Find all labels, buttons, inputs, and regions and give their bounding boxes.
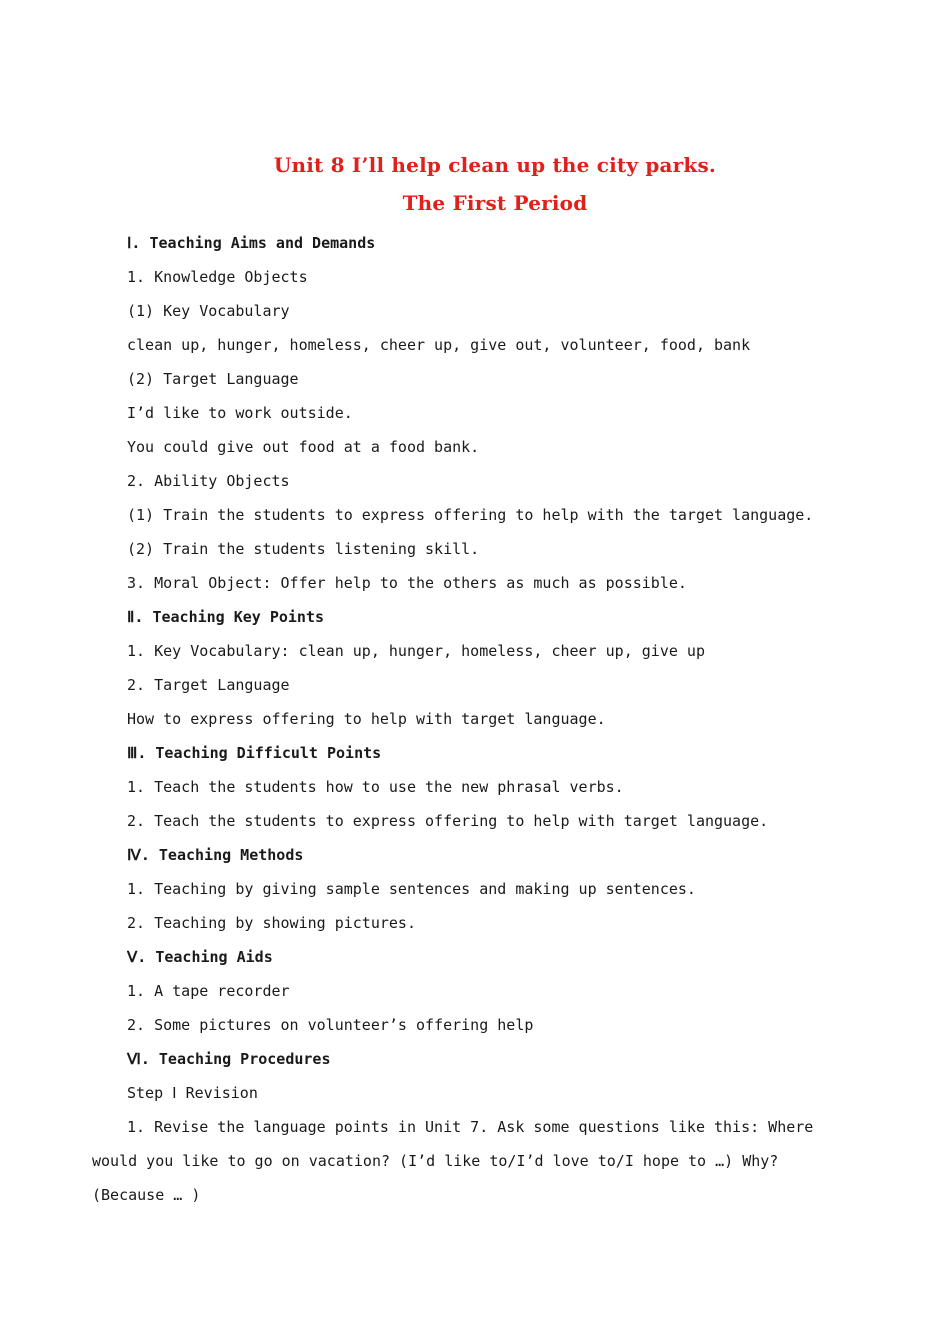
text-line: How to express offering to help with target language. [127,710,606,728]
text-line: 2. Target Language [127,676,290,694]
document-subtitle: The First Period [402,191,588,215]
section-heading-methods: Ⅳ. Teaching Methods [127,846,304,864]
text-line: 1. Knowledge Objects [127,268,308,286]
section-heading-procedures: Ⅵ. Teaching Procedures [127,1050,331,1068]
text-line: 1. Teaching by giving sample sentences and making up sentences. [127,880,696,898]
text-line: Step Ⅰ Revision [127,1084,258,1102]
section-heading-aims: Ⅰ. Teaching Aims and Demands [127,234,376,252]
text-line: I’d like to work outside. [127,404,353,422]
text-line: You could give out food at a food bank. [127,438,480,456]
section-heading-aids: Ⅴ. Teaching Aids [127,948,273,966]
document-title: Unit 8 I’ll help clean up the city parks. [273,153,717,177]
text-line: (2) Target Language [127,370,299,388]
section-heading-difficult-points: Ⅲ. Teaching Difficult Points [127,744,382,762]
text-line: (1) Key Vocabulary [127,302,290,320]
text-line: 3. Moral Object: Offer help to the others as much as possible. [127,574,687,592]
text-line: clean up, hunger, homeless, cheer up, give out, volunteer, food, bank [127,336,751,354]
text-line: 2. Teaching by showing pictures. [127,914,416,932]
text-line: 1. Key Vocabulary: clean up, hunger, homeless, cheer up, give up [127,642,705,660]
text-line: 1. A tape recorder [127,982,290,1000]
text-line: (1) Train the students to express offering to help with the target language. [127,506,814,524]
text-line: 1. Teach the students how to use the new phrasal verbs. [127,778,624,796]
body-paragraph: 1. Revise the language points in Unit 7. Ask some questions like this: Where would you like to go on vacation? (I’d like to/I’d love to/I hope to …) Why? (Because … ) [92,1118,814,1204]
text-line: 2. Some pictures on volunteer’s offering help [127,1016,534,1034]
text-line: (2) Train the students listening skill. [127,540,480,558]
text-line: 2. Ability Objects [127,472,290,490]
text-line: 2. Teach the students to express offering to help with target language. [127,812,769,830]
section-heading-key-points: Ⅱ. Teaching Key Points [127,608,325,626]
